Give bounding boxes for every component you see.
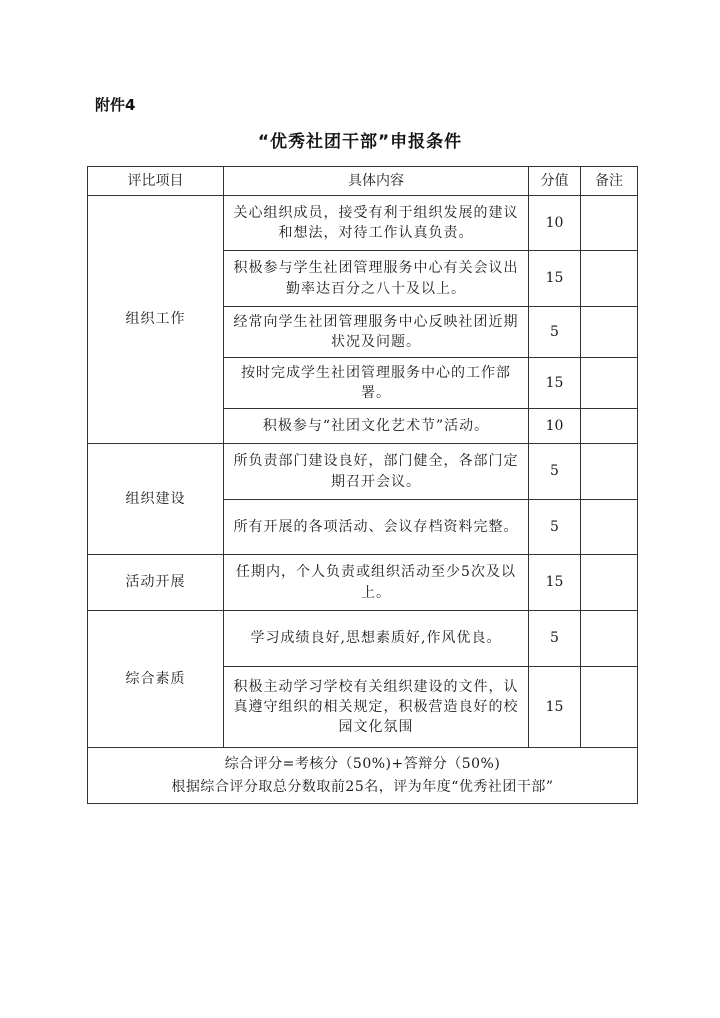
content-cell: 按时完成学生社团管理服务中心的工作部署。 (224, 358, 529, 409)
page-title: “优秀社团干部”申报条件 (257, 132, 463, 152)
remark-cell (581, 196, 638, 251)
score-cell: 15 (529, 251, 581, 307)
remark-cell (581, 307, 638, 358)
remark-cell (581, 444, 638, 500)
table-header-row (88, 167, 638, 196)
score-cell: 5 (529, 307, 581, 358)
category-cell: 综合素质 (88, 611, 224, 748)
remark-cell (581, 358, 638, 409)
header-category: 评比项目 (88, 167, 224, 196)
score-cell: 5 (529, 611, 581, 667)
content-cell: 积极主动学习学校有关组织建设的文件，认真遵守组织的相关规定，积极营造良好的校园文化氛围 (224, 667, 529, 748)
score-cell: 15 (529, 358, 581, 409)
attachment-label: 附件4 (95, 96, 136, 114)
content-cell: 关心组织成员，接受有利于组织发展的建议和想法，对待工作认真负责。 (224, 196, 529, 251)
score-cell: 5 (529, 444, 581, 500)
table-row (88, 444, 638, 500)
footer-line-2: 根据综合评分取总分数取前25名，评为年度“优秀社团干部” (171, 778, 554, 795)
remark-cell (581, 409, 638, 444)
content-cell: 积极参与“社团文化艺术节”活动。 (224, 409, 529, 444)
score-cell: 15 (529, 555, 581, 611)
category-cell: 活动开展 (88, 555, 224, 611)
content-cell: 经常向学生社团管理服务中心反映社团近期状况及问题。 (224, 307, 529, 358)
remark-cell (581, 555, 638, 611)
score-cell: 10 (529, 409, 581, 444)
criteria-table (87, 166, 638, 804)
header-content: 具体内容 (224, 167, 529, 196)
content-cell: 任期内，个人负责或组织活动至少5次及以上。 (224, 555, 529, 611)
header-score: 分值 (529, 167, 581, 196)
score-cell: 5 (529, 500, 581, 555)
score-cell: 10 (529, 196, 581, 251)
score-cell: 15 (529, 667, 581, 748)
remark-cell (581, 667, 638, 748)
content-cell: 学习成绩良好,思想素质好,作风优良。 (224, 611, 529, 667)
footer-cell (88, 748, 638, 804)
content-cell: 积极参与学生社团管理服务中心有关会议出勤率达百分之八十及以上。 (224, 251, 529, 307)
remark-cell (581, 500, 638, 555)
header-remark: 备注 (581, 167, 638, 196)
footer-row (88, 748, 638, 804)
table-row (88, 611, 638, 667)
category-cell: 组织建设 (88, 444, 224, 555)
table-row (88, 555, 638, 611)
table-row (88, 196, 638, 251)
content-cell: 所负责部门建设良好，部门健全，各部门定期召开会议。 (224, 444, 529, 500)
category-cell: 组织工作 (88, 196, 224, 444)
remark-cell (581, 251, 638, 307)
footer-line-1: 综合评分=考核分（50%)+答辩分（50%) (224, 756, 501, 773)
content-cell: 所有开展的各项活动、会议存档资料完整。 (224, 500, 529, 555)
remark-cell (581, 611, 638, 667)
